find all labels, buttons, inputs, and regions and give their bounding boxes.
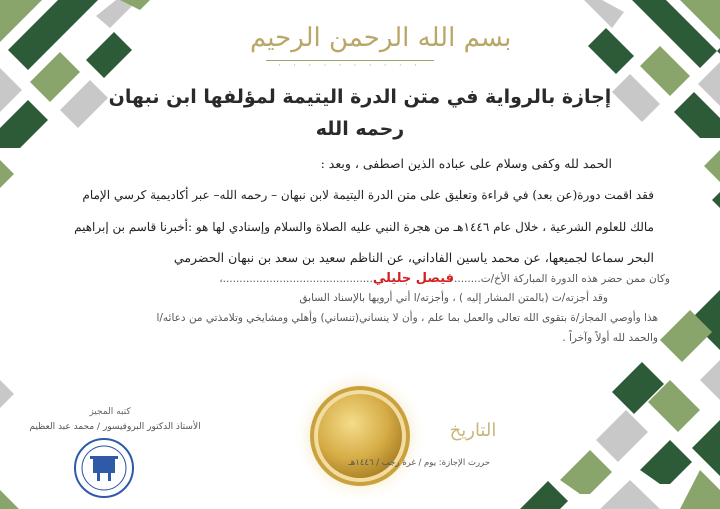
dots-before-name: ........ xyxy=(454,273,481,285)
basmala-calligraphy xyxy=(250,18,512,80)
attendee-prefix: وكان ممن حضر هذه الدورة المباركة الأخ/ت xyxy=(480,273,670,285)
signer-title: كتبه المجيز xyxy=(89,407,131,417)
body-line-1: الحمد لله وكفى وسلام على عباده الذين اصطفى ، وبعد : xyxy=(320,156,612,171)
body-line-4: البحر سماعا لجميعها، عن محمد ياسين الفاداني، عن الناظم سعيد بن سعد بن نبهان الحضرمي xyxy=(173,250,654,265)
attendee-name: فيصل جليلي xyxy=(372,271,455,286)
dots-after-name: .............................................، xyxy=(219,273,373,285)
certificate-title-line1: إجازة بالرواية في متن الدرة اليتيمة لمؤلفها ابن نبهان xyxy=(108,86,612,108)
body-line-5 xyxy=(219,271,670,286)
date-heading: التاريخ xyxy=(449,420,497,441)
body-line-8: والحمد لله أولاً وآخراً . xyxy=(562,332,658,344)
bottom-left-ornament xyxy=(0,380,19,509)
date-line: حررت الإجازة: يوم / غرة رجب / ١٤٤٦هـ xyxy=(348,458,490,468)
signer-name: الأستاذ الدكتور البروفيسور / محمد عبد العظيم xyxy=(29,422,201,432)
basmala-text: بسم الله الرحمن الرحيم xyxy=(250,23,512,53)
certificate-title-line2: رحمه الله xyxy=(315,118,405,140)
academy-logo-stamp xyxy=(73,437,135,499)
body-line-3: مالك للعلوم الشرعية ، خلال عام ١٤٤٦هـ من هجرة النبي عليه الصلاة والسلام وإسنادي لها هو :أخبرنا قاسم بن إبراهيم xyxy=(74,220,654,234)
body-line-6: وقد أجزته/ت (بالمتن المشار إليه ) ، وأجزته/ا أني أرويها بالإسناد السابق xyxy=(299,292,608,304)
body-line-2: فقد اقمت دورة(عن بعد) في قراءة وتعليق على متن الدرة اليتيمة لابن نبهان – رحمه الله– عبر أكاديمية كرسي الإمام xyxy=(82,188,654,202)
body-line-7: هذا وأوصي المجاز/ة بتقوى الله تعالى والعمل بما علم ، وأن لا ينساني(تنساني) وأهلي ومشايخي وتلامذتي من دعائه/ا xyxy=(156,312,658,324)
basmala-dots: · · · · · · · · · · xyxy=(278,61,422,70)
